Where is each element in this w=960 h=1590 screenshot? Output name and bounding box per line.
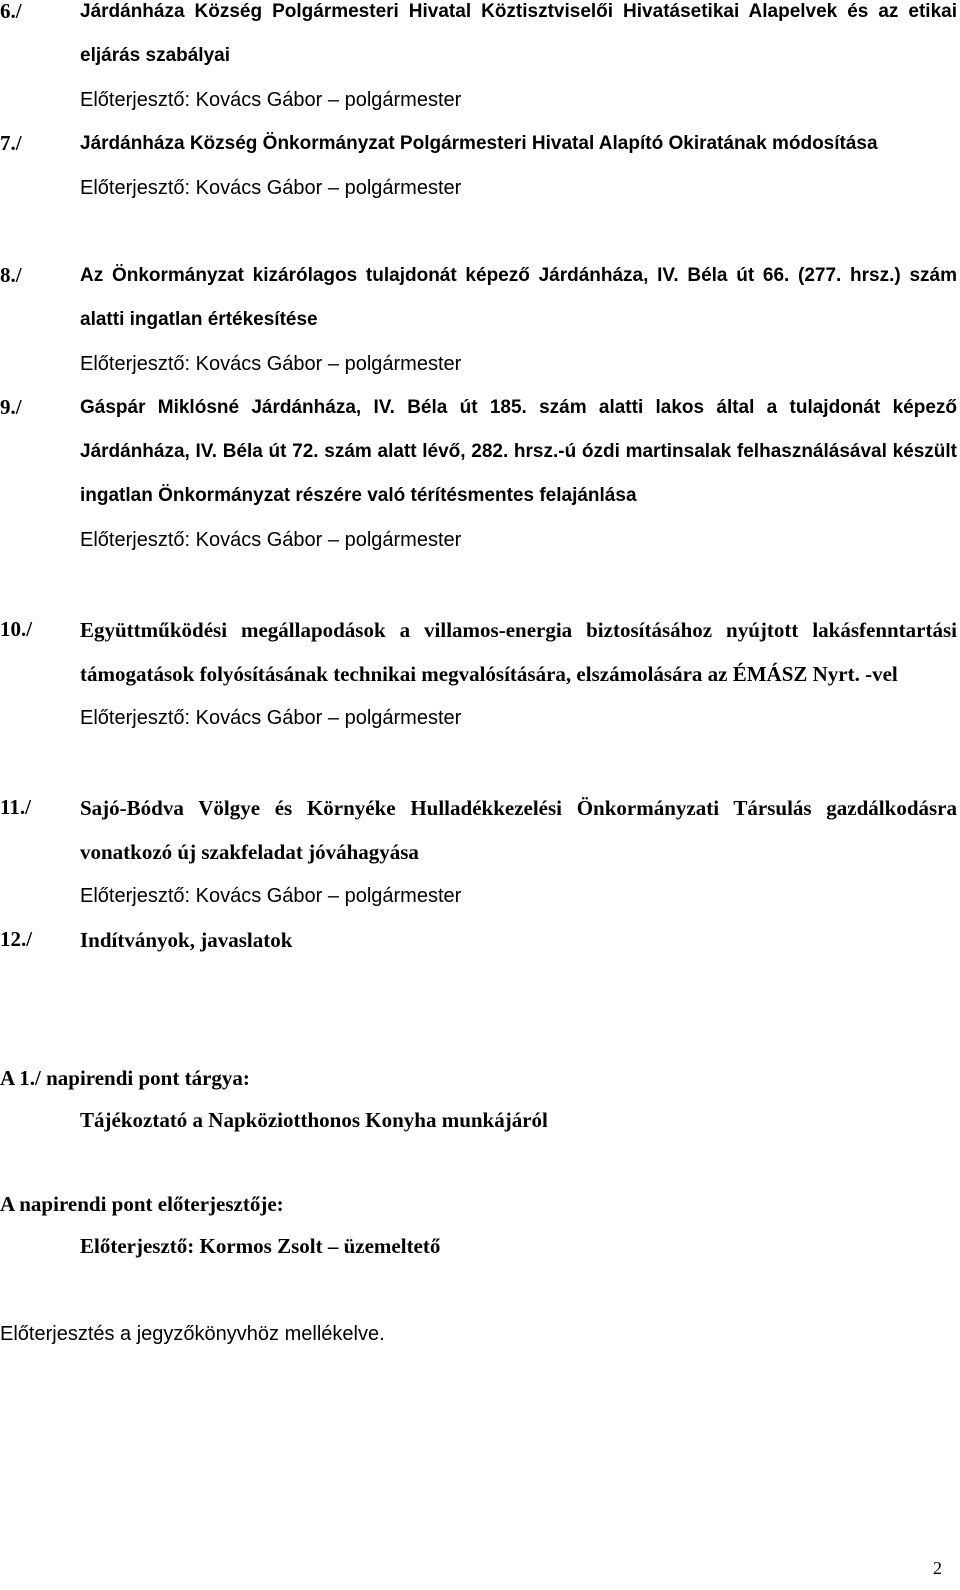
agenda-item-10 — [0, 608, 957, 740]
agenda-item-number: 11./ — [0, 795, 31, 819]
agenda-item-6 — [0, 0, 957, 122]
agenda-item-9 — [0, 386, 957, 562]
agenda-item-number: 9./ — [0, 395, 22, 419]
agenda-item-number: 12./ — [0, 927, 33, 951]
agenda-item-number: 10./ — [0, 617, 33, 641]
presenter-text: Előterjesztő: Kormos Zsolt – üzemeltető — [80, 1234, 441, 1258]
agenda-item-number: 7./ — [0, 131, 22, 155]
presenter-heading: A napirendi pont előterjesztője: — [0, 1192, 284, 1216]
agenda-item-title: Az Önkormányzat kizárólagos tulajdonát képező Járdánháza, IV. Béla út 66. (277. hrsz.) szám alatti ingatlan értékesítése — [80, 265, 957, 330]
agenda-item-title: Járdánháza Község Polgármesteri Hivatal Köztisztviselői Hivatásetikai Alapelvek és az etikai eljárás szabályai — [80, 1, 957, 66]
agenda-item-7 — [0, 122, 957, 210]
agenda-item-presenter: Előterjesztő: Kovács Gábor – polgármester — [80, 885, 462, 907]
attachment-note: Előterjesztés a jegyzőkönyvhöz mellékelve. — [0, 1323, 385, 1345]
agenda-item-presenter: Előterjesztő: Kovács Gábor – polgármester — [80, 707, 462, 729]
agenda-item-title: Gáspár Miklósné Járdánháza, IV. Béla út 185. szám alatti lakos által a tulajdonát képező Járdánháza, IV. Béla út 72. szám alatt lévő, 282. hrsz.-ú ózdi martinsalak felhasználásával készült ingatlan Önkormányzat részére való térítésmentes felajánlása — [80, 397, 957, 506]
page-number: 2 — [933, 1558, 942, 1578]
agenda-item-presenter: Előterjesztő: Kovács Gábor – polgármester — [80, 353, 462, 375]
subject-text: Tájékoztató a Napköziotthonos Konyha munkájáról — [80, 1108, 548, 1132]
agenda-item-title: Indítványok, javaslatok — [80, 928, 293, 952]
agenda-item-number: 8./ — [0, 263, 22, 287]
agenda-item-11 — [0, 786, 957, 918]
agenda-item-number: 6./ — [0, 0, 22, 23]
agenda-item-presenter: Előterjesztő: Kovács Gábor – polgármester — [80, 89, 462, 111]
subject-heading: A 1./ napirendi pont tárgya: — [0, 1066, 250, 1090]
agenda-item-8 — [0, 254, 957, 386]
agenda-item-presenter: Előterjesztő: Kovács Gábor – polgármester — [80, 177, 462, 199]
agenda-item-title: Együttműködési megállapodások a villamos-energia biztosításához nyújtott lakásfenntartási támogatások folyósításának technikai megvalósítására, elszámolására az ÉMÁSZ Nyrt. -vel — [80, 618, 957, 686]
agenda-item-title: Sajó-Bódva Völgye és Környéke Hulladékkezelési Önkormányzati Társulás gazdálkodásra vonatkozó új szakfeladat jóváhagyása — [80, 796, 957, 864]
agenda-item-12 — [0, 918, 957, 962]
agenda-item-presenter: Előterjesztő: Kovács Gábor – polgármester — [80, 529, 462, 551]
agenda-item-title: Járdánháza Község Önkormányzat Polgármesteri Hivatal Alapító Okiratának módosítása — [80, 133, 878, 154]
